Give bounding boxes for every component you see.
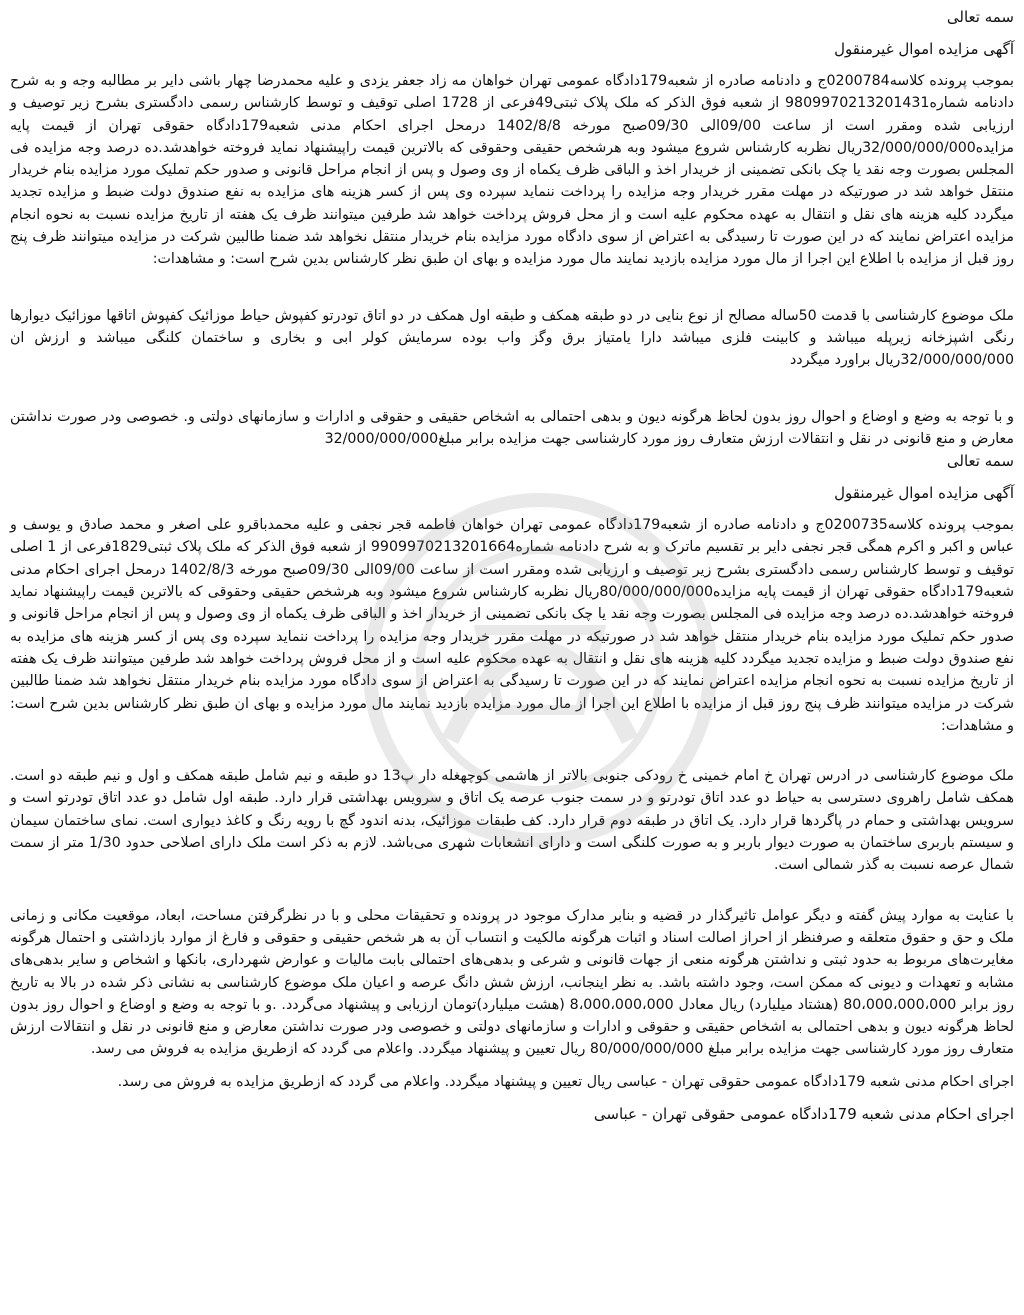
ad2-description: ملک موضوع کارشناسی در ادرس تهران خ امام خمینی خ رودکی جنوبی بالاتر از هاشمی کوچهغله دار پ13 دو طبقه و نیم شامل طبقه همکف و اول و نیم طبقه دو است. همکف شامل راهروی دسترسی به حیاط دو عدد اتاق تودرتو و در سمت جنوب عرصه یک اتاق و سرویس بهداشتی قرار دارد. طبقه اول شامل دو عدد اتاق تودرتو است و سرویس بهداشتی و حمام در پاگردها قرار دارد. یک اتاق در طبقه دوم قرار دارد. کف طبقات موزائیک، بدنه اندود گچ با رویه رنگ و کاغذ دیواری است. نمای ساختمان سیمان و سیستم باربری ساختمان به صورت دیوار باربر و به صورت کلنگی است و دارای انشعابات شهری می‌باشد. لازم به ذکر است ملک دارای اصلاحی حدود 1/30 متر از سمت شمال عرصه نسبت به گذر شمالی است.: [10, 768, 1014, 874]
ad2-closing: اجرای احکام مدنی شعبه 179دادگاه عمومی حقوقی تهران - عباسی ریال تعیین و پیشنهاد میگردد. واعلام می گردد که ازطریق مزایده به فروش می رسد.: [117, 1073, 1014, 1090]
ad1-note: و با توجه به وضع و اوضاع و احوال روز بدون لحاظ هرگونه دیون و بدهی احتمالی به اشخاص حقیقی و حقوقی و ادارات و سازمانهای دولتی و. خصوصی ودر صورت نداشتن معارض و منع قانونی در نقل و انتقالات ارزش متعارف روز مورد کارشناسی جهت مزایده برابر مبلغ32/000/000/000: [10, 408, 1014, 447]
ad2-title: آگهی مزایده اموال غیرمنقول: [834, 484, 1014, 503]
ad1-header: سمه تعالی: [946, 8, 1014, 26]
ad1-title: آگهی مزایده اموال غیرمنقول: [834, 40, 1014, 58]
ad2-signature: اجرای احکام مدنی شعبه 179دادگاه عمومی حقوقی تهران - عباسی: [593, 1104, 1014, 1123]
ad1-description: ملک موضوع کارشناسی با قدمت 50ساله مصالح از نوع بنایی در دو طبقه همکف و طبقه اول همکف در دو اتاق تودرتو کفپوش حیاط موزائیک کفپوش اتاقها موزائیک دیوارها رنگی اشپزخانه زیرپله میباشد و کابینت فلزی میباشد دارا یامتیاز برق وگز واب بوده سرمایش کولر ابی و بخاری و ساختمان کلنگی میباشد و ارزش ان 32/000/000/000ریال براورد میگردد: [10, 307, 1014, 369]
ad2-header: سمه تعالی: [946, 452, 1014, 471]
ad2-valuation: با عنایت به موارد پیش گفته و دیگر عوامل تاثیرگذار در قضیه و بنابر مدارک موجود در پرونده و تحقیقات محلی و با در نظرگرفتن مساحت، ابعاد، موقعیت مکانی و زمانی ملک و حق و حقوق متعلقه و صرفنظر از احراز اصالت اسناد و اثبات هرگونه مالکیت و انتساب آن به هر شخص حقیقی و حقوقی و فارغ از موارد بازداشتی و احتمال هرگونه مغایرت‌های مربوط به حدود ثبتی و نداشتن هرگونه منعی از جهات قانونی و شرعی و بدهی‌های احتمالی بابت مالیات و عوارض شهرداری، بانکها و اشخاص و سایر بدهی‌های مشابه و تعهدات و دیونی که ممکن است، وجود داشته باشد. به نظر اینجانب، ارزش شش دانگ عرصه و اعیان ملک موضوع کارشناسی به نشانی ذکر شده در بالا به تاریخ روز برابر 80،000،000،000 (هشتاد میلیارد) ریال معادل 8،000،000،000 (هشت میلیارد)تومان ارزیابی و پیشنهاد می‌گردد. .و با توجه به وضع و اوضاع و احوال روز بدون لحاظ هرگونه دیون و بدهی احتمالی به اشخاص حقیقی و حقوقی و ادارات و سازمانهای دولتی و خصوصی ودر صورت نداشتن معارض و منع قانونی در نقل و انتقالات ارزش متعارف روز مورد کارشناسی جهت مزایده برابر مبلغ 80/000/000/000 ریال تعیین و پیشنهاد میگردد. واعلام می گردد که ازطریق مزایده به فروش می رسد.: [10, 907, 1015, 1058]
ad2-body: بموجب پرونده کلاسه0200735ج و دادنامه صادره از شعبه179دادگاه عمومی تهران خواهان فاطمه قجر نجفی و علیه محمدباقرو علی اصغر و محمد صادق و یوسف و عباس و اکبر و اکرم همگی قجر نجفی دایر بر تقسیم ماترک و به شرح دادنامه شماره9909970213201664 از شعبه فوق الذکر که ملک پلاک ثبتی1829فرعی از 1 اصلی توقیف و توسط کارشناس رسمی دادگستری بشرح زیر توصیف و ارزیابی شده ومقرر است از ساعت 09/00الی 09/30صبح مورخه 1402/8/3 درمحل اجرای احکام مدنی شعبه179دادگاه حقوقی تهران از قیمت پایه مزایده80/000/000/000ریال نظربه کارشناس شروع میشود وبه هرشخص حقیقی وحقوقی که بالاترین قیمت راپیشنهاد نماید فروخته خواهدشد.ده درصد وجه مزایده فی المجلس بصورت وجه نقد یا چک بانکی تضمینی از خریدار اخذ و الباقی ظرف یکماه از وی وصول و پس از انجام مراحل قانونی و صدور حکم تملیک مورد مزایده بنام خریدار منتقل خواهد شد در صورتیکه در مهلت مقرر خریدار وجه مزایده را پرداخت ننماید سپرده وی پس از کسر هزینه های مزایده به نفع صندوق دولت ضبط و مزایده تجدید میگردد کلیه هزینه های نقل و انتقال به عهده محکوم علیه است و از محل فروش پرداخت خواهد شد طرفین میتوانند ظرف یک هفته از تاریخ مزایده نسبت به نحوه انجام مزایده اعتراض نمایند که در این صورت تا رسیدگی به اعتراض از سوی دادگاه مورد مزایده بنام خریدار منتقل نخواهد شد ضمنا طالبین شرکت در مزایده میتوانند ظرف پنج روز قبل از مزایده با اطلاع این اجرا از مال مورد مزایده بازدید نمایند مال مورد مزایده و بهای ان طبق نظر کارشناس بدین شرح است: و مشاهدات:: [10, 517, 1015, 734]
ad1-body: بموجب پرونده کلاسه0200784ج و دادنامه صادره از شعبه179دادگاه عمومی تهران خواهان مه زاد جعفر یزدی و علیه محمدرضا چهار باشی دایر بر مطالبه وجه و به شرح دادنامه شماره9809970213201431 از شعبه فوق الذکر که ملک پلاک ثبتی49فرعی از 1728 اصلی توقیف و توسط کارشناس رسمی دادگستری بشرح زیر توصیف و ارزیابی شده ومقرر است از ساعت 09/00الی 09/30صبح مورخه 1402/8/8 درمحل اجرای احکام مدنی شعبه179دادگاه حقوقی تهران از قیمت پایه مزایده32/000/000/000ریال نظربه کارشناس شروع میشود وبه هرشخص حقیقی وحقوقی که بالاترین قیمت راپیشنهاد نماید فروخته خواهدشد.ده درصد وجه مزایده فی المجلس بصورت وجه نقد یا چک بانکی تضمینی از خریدار اخذ و الباقی ظرف یکماه از وی وصول و پس از انجام مراحل قانونی و صدور حکم تملیک مورد مزایده بنام خریدار منتقل خواهد شد در صورتیکه در مهلت مقرر خریدار وجه مزایده را پرداخت ننماید سپرده وی پس از کسر هزینه های مزایده به نفع صندوق دولت ضبط و مزایده تجدید میگردد کلیه هزینه های نقل و انتقال به عهده محکوم علیه است و از محل فروش پرداخت خواهد شد طرفین میتوانند ظرف یک هفته از تاریخ مزایده نسبت به نحوه انجام مزایده اعتراض نمایند که در این صورت تا رسیدگی به اعتراض از سوی دادگاه مورد مزایده بنام خریدار منتقل نخواهد شد ضمنا طالبین شرکت در مزایده میتوانند ظرف پنج روز قبل از مزایده با اطلاع این اجرا از مال مورد مزایده بازدید نمایند مال مورد مزایده و بهای ان طبق نظر کارشناس بدین شرح است: و مشاهدات:: [10, 73, 1015, 268]
